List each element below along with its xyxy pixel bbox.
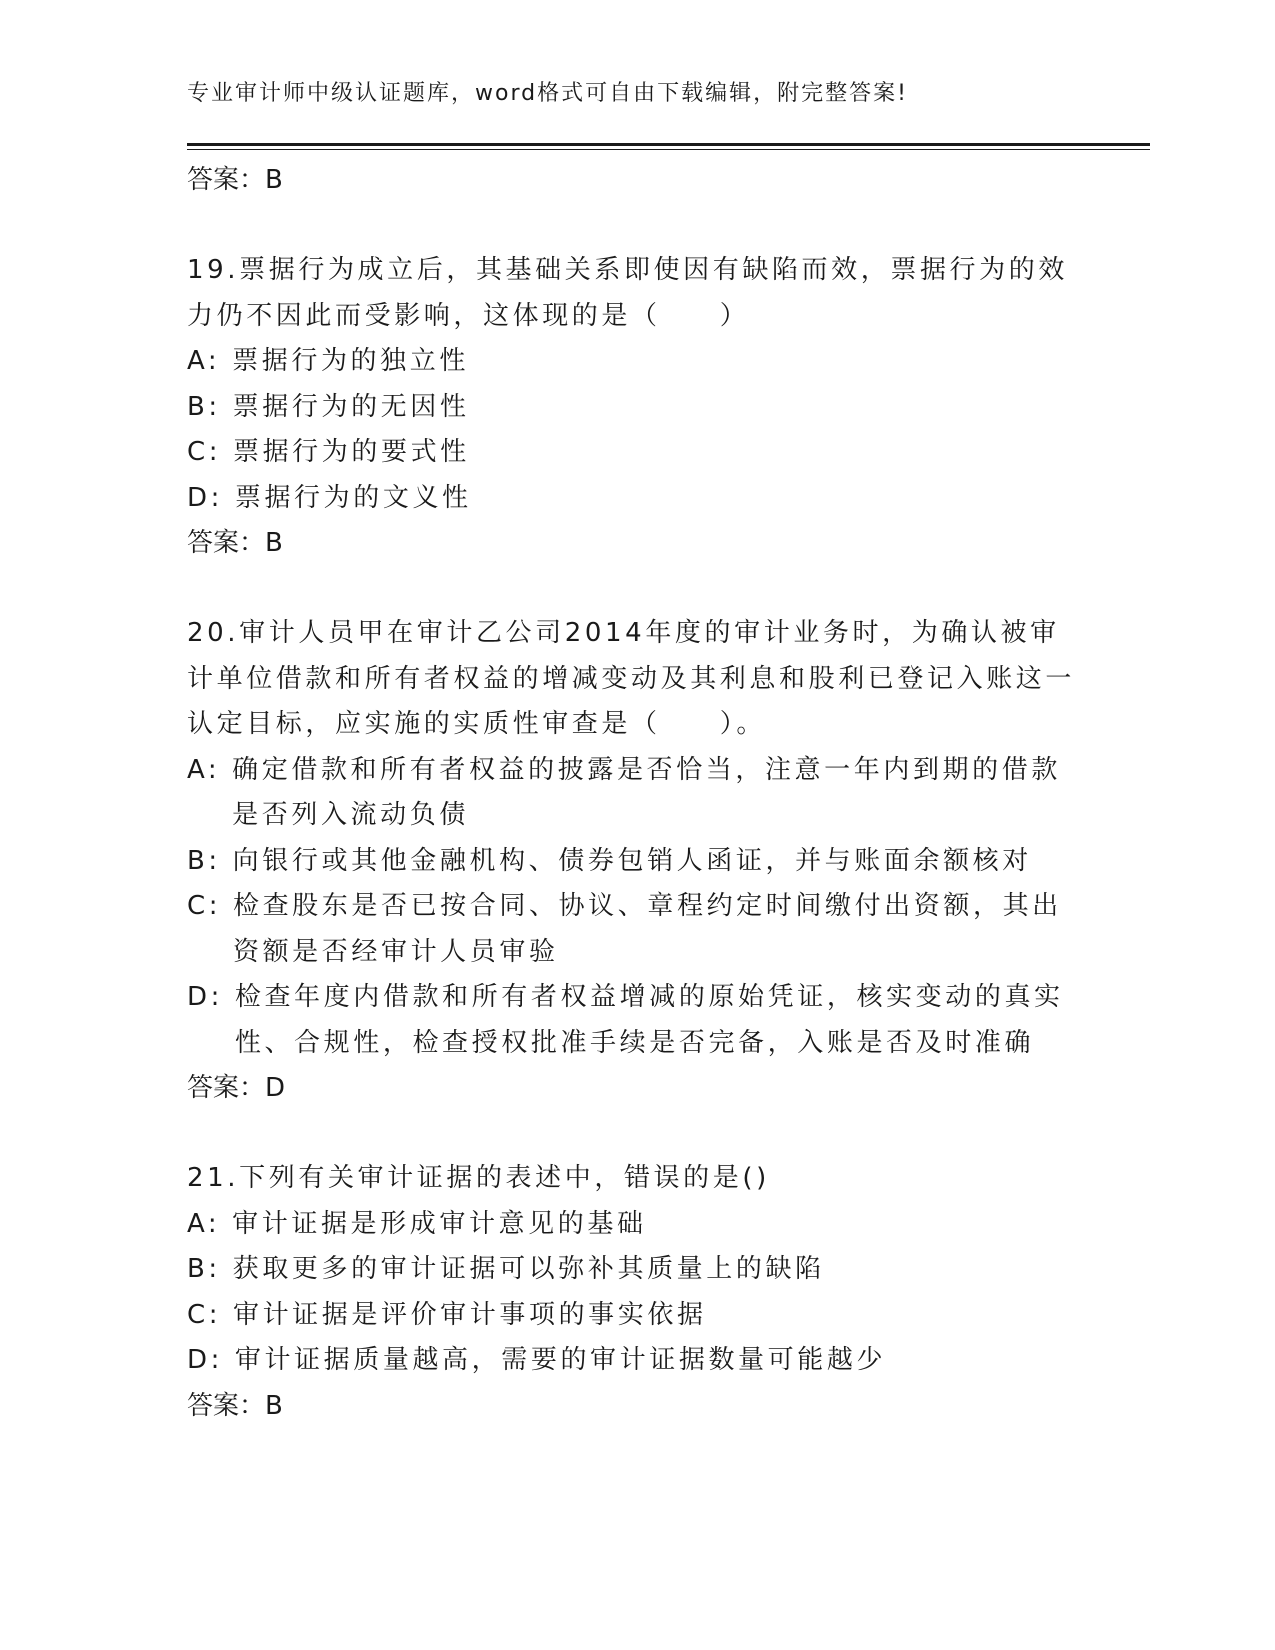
option-text: 票据行为的文义性 — [234, 482, 472, 513]
question-21-option-b — [187, 1247, 1087, 1293]
question-20-option-b — [187, 839, 1087, 885]
question-21-option-a — [187, 1202, 1087, 1248]
question-21-option-c — [187, 1293, 1087, 1339]
option-text: 票据行为的要式性 — [232, 437, 470, 467]
option-text: 确定借款和所有者权益的披露是否恰当，注意一年内到期的借款是否列入流动负债 — [232, 754, 1061, 830]
option-letter: B: — [187, 391, 233, 422]
answer-value: D — [265, 1073, 286, 1103]
question-20-option-d — [187, 975, 1087, 1066]
question-19-answer — [187, 521, 1087, 565]
question-19 — [187, 248, 1087, 339]
question-19-option-d — [187, 476, 1087, 522]
answer-value: B — [265, 165, 283, 195]
question-number: 20. — [187, 618, 240, 648]
question-21-answer — [187, 1384, 1087, 1428]
question-20-option-c — [187, 884, 1087, 975]
option-text: 票据行为的无因性 — [232, 391, 470, 422]
question-number: 19. — [187, 255, 240, 285]
question-19-option-a — [187, 339, 1087, 385]
option-letter: D: — [187, 482, 235, 513]
option-text: 检查股东是否已按合同、协议、章程约定时间缴付出资额，其出资额是否经审计人员审验 — [232, 891, 1062, 967]
option-letter: C: — [187, 437, 233, 467]
page-header-text: 专业审计师中级认证题库，word格式可自由下载编辑，附完整答案! — [187, 81, 908, 106]
option-letter: D: — [187, 982, 235, 1012]
answer-label: 答案： — [187, 1390, 266, 1421]
option-letter: B: — [187, 845, 233, 876]
header-divider-thick — [187, 143, 1150, 146]
option-letter: C: — [187, 1299, 233, 1330]
option-text: 检查年度内借款和所有者权益增减的原始凭证，核实变动的真实性、合规性，检查授权批准手续是否完备，入账是否及时准确 — [234, 982, 1064, 1058]
question-19-option-b — [187, 385, 1087, 431]
answer-label: 答案： — [187, 1073, 266, 1103]
answer-value: B — [265, 1390, 283, 1421]
option-letter: D: — [187, 1345, 235, 1375]
option-letter: B: — [187, 1254, 233, 1284]
option-text: 审计证据质量越高，需要的审计证据数量可能越少 — [234, 1345, 887, 1375]
question-number: 21. — [187, 1163, 240, 1193]
question-20-option-a — [187, 748, 1087, 839]
answer-value: B — [265, 528, 283, 558]
question-20-stem — [187, 611, 1087, 748]
answer-label: 答案： — [187, 165, 266, 195]
question-21 — [187, 1156, 1087, 1202]
question-19-option-c — [187, 430, 1087, 476]
option-letter: A: — [187, 346, 233, 376]
option-text: 票据行为的独立性 — [232, 346, 469, 376]
question-19-stem — [187, 248, 1087, 339]
answer-label: 答案： — [187, 528, 266, 558]
document-body — [187, 158, 1087, 1428]
question-21-option-d — [187, 1338, 1087, 1384]
option-text: 向银行或其他金融机构、债券包销人函证，并与账面余额核对 — [232, 845, 1032, 876]
option-text: 审计证据是评价审计事项的事实依据 — [232, 1299, 707, 1330]
question-20-answer — [187, 1066, 1087, 1110]
question-21-stem — [187, 1156, 1087, 1202]
question-text: 票据行为成立后，其基础关系即使因有缺陷而效，票据行为的效力仍不因此而受影响，这体现的是（ ） — [187, 255, 1068, 331]
option-letter: A: — [187, 754, 233, 785]
header-divider-thin — [187, 149, 1150, 150]
option-text: 审计证据是形成审计意见的基础 — [232, 1208, 647, 1239]
previous-question-answer — [187, 158, 1087, 202]
option-text: 获取更多的审计证据可以弥补其质量上的缺陷 — [232, 1254, 825, 1284]
question-20 — [187, 611, 1087, 748]
option-letter: A: — [187, 1208, 233, 1239]
option-letter: C: — [187, 891, 233, 921]
question-text: 下列有关审计证据的表述中，错误的是() — [239, 1163, 770, 1193]
question-text: 审计人员甲在审计乙公司2014年度的审计业务时，为确认被审计单位借款和所有者权益的增减变动及其利息和股利已登记入账这一认定目标，应实施的实质性审查是（ ）。 — [187, 618, 1076, 739]
